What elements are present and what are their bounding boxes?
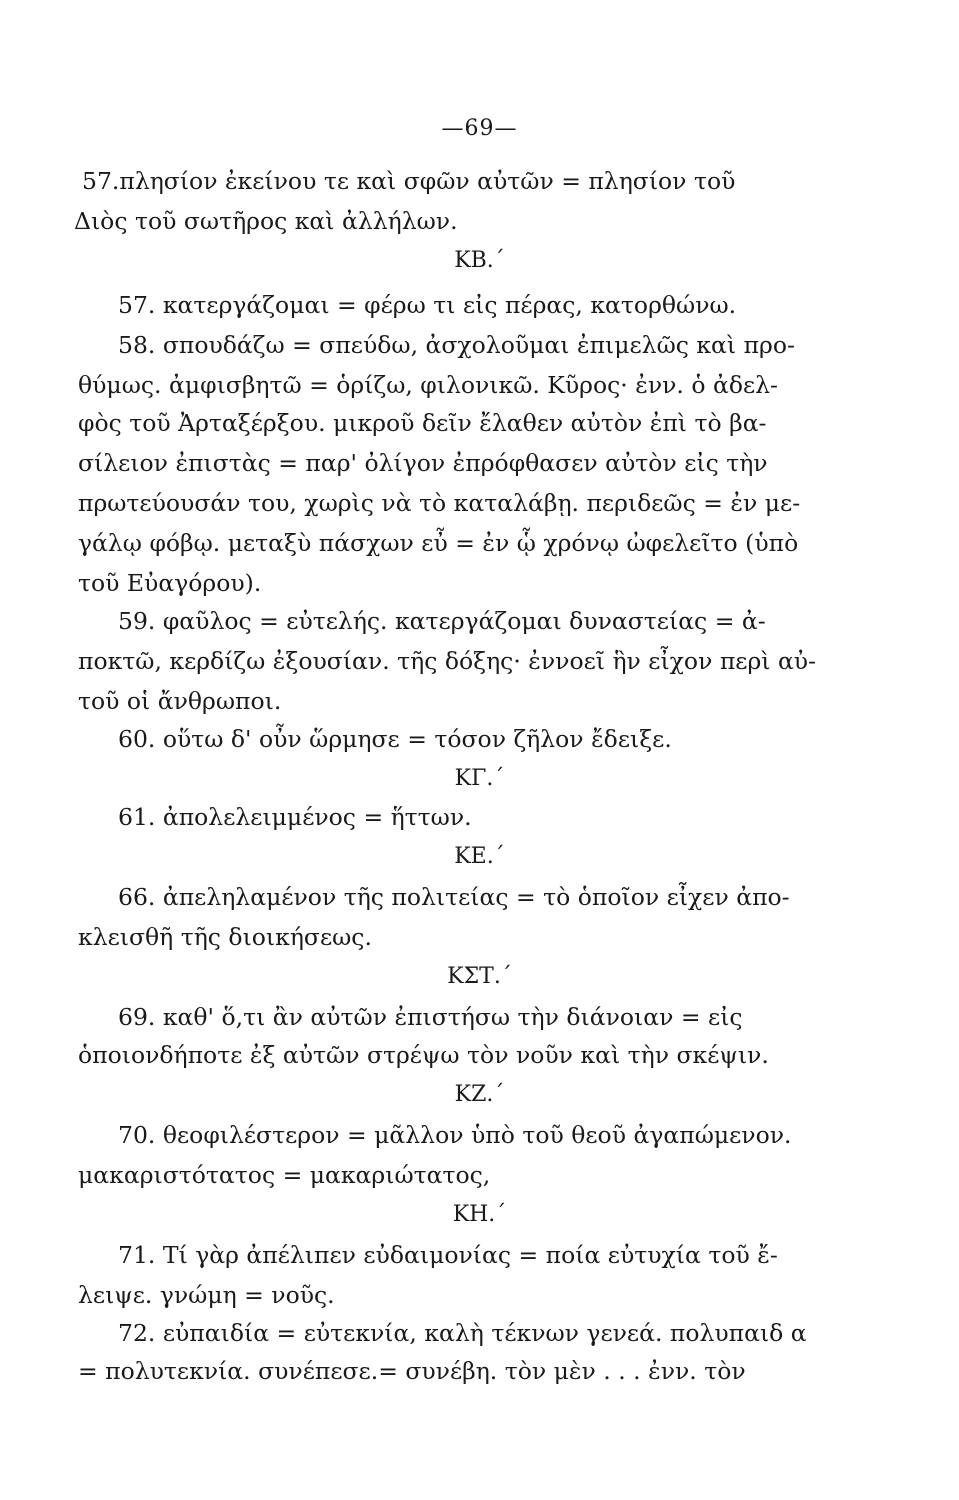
note-61: 61. ἀπολελειμμένος = ἥττων. [118, 803, 472, 831]
text-line-12: ποκτῶ, κερδίζω ἐξουσίαν. τῆς δόξης· ἐννοεῖ ἣν εἶχον περὶ αὐ- [78, 647, 817, 675]
note-58: 58. σπουδάζω = σπεύδω, ἀσχολοῦμαι ἐπιμελῶς καὶ προ- [118, 331, 795, 359]
text-line-25: = πολυτεκνία. συνέπεσε.= συνέβη. τὸν μὲν . . . ἐνν. τὸν [78, 1357, 746, 1385]
section-heading-kh: ΚΗ.΄ [452, 1202, 507, 1227]
section-heading-ke: ΚΕ.΄ [454, 844, 505, 869]
text-line-17: κλεισθῆ τῆς διοικήσεως. [78, 923, 372, 951]
text-line-10: τοῦ Εὐαγόρου). [78, 569, 262, 597]
note-66: 66. ἀπεληλαμένον τῆς πολιτείας = τὸ ὁποῖον εἶχεν ἀπο- [118, 883, 790, 911]
section-heading-kb: ΚΒ.΄ [454, 248, 505, 273]
text-line-8: πρωτεύουσάν του, χωρὶς νὰ τὸ καταλάβῃ. περιδεῶς = ἐν με- [78, 489, 801, 517]
note-59: 59. φαῦλος = εὐτελής. κατεργάζομαι δυναστείας = ἀ- [118, 607, 766, 635]
text-line-6: φὸς τοῦ Ἀρταξέρξου. μικροῦ δεῖν ἔλαθεν αὐτὸν ἐπὶ τὸ βα- [78, 409, 767, 437]
section-heading-kz: ΚΖ.΄ [454, 1082, 505, 1107]
note-72: 72. εὐπαιδία = εὐτεκνία, καλὴ τέκνων γενεά. πολυπαιδ α [118, 1319, 807, 1347]
note-70: 70. θεοφιλέστερον = μᾶλλον ὑπὸ τοῦ θεοῦ ἀγαπώμενον. [118, 1121, 792, 1149]
text-line-19: ὁποιονδήποτε ἐξ αὐτῶν στρέψω τὸν νοῦν καὶ τὴν σκέψιν. [78, 1041, 769, 1069]
note-57: 57. κατεργάζομαι = φέρω τι εἰς πέρας, κατορθώνω. [118, 291, 737, 319]
text-line-9: γάλῳ φόβῳ. μεταξὺ πάσχων εὖ = ἐν ᾧ χρόνῳ ὠφελεῖτο (ὑπὸ [78, 529, 799, 557]
note-71: 71. Τί γὰρ ἀπέλιπεν εὐδαιμονίας = ποία εὐτυχία τοῦ ἔ- [118, 1241, 778, 1269]
section-heading-kst: ΚΣΤ.΄ [447, 964, 512, 989]
text-line-1: 57.πλησίον ἐκείνου τε καὶ σφῶν αὐτῶν = πλησίον τοῦ [82, 167, 736, 195]
section-heading-kg: ΚΓ.΄ [454, 766, 505, 791]
note-69: 69. καθ' ὅ,τι ἂν αὐτῶν ἐπιστήσω τὴν διάνοιαν = εἰς [118, 1003, 743, 1031]
text-line-23: λειψε. γνώμη = νοῦς. [78, 1281, 335, 1309]
note-60: 60. οὕτω δ' οὖν ὥρμησε = τόσον ζῆλον ἔδειξε. [118, 725, 672, 753]
text-line-7: σίλειον ἐπιστὰς = παρ' ὀλίγον ἐπρόφθασεν αὐτὸν εἰς τὴν [78, 449, 768, 477]
page-number: —69— [441, 116, 518, 141]
text-line-13: τοῦ οἱ ἄνθρωποι. [78, 687, 282, 715]
text-line-5: θύμως. ἀμφισβητῶ = ὁρίζω, φιλονικῶ. Κῦρος· ἐνν. ὁ ἀδελ- [78, 371, 778, 399]
text-line-2: Διὸς τοῦ σωτῆρος καὶ ἀλλήλων. [74, 207, 458, 235]
text-line-21: μακαριστότατος = μακαριώτατος, [78, 1161, 491, 1189]
